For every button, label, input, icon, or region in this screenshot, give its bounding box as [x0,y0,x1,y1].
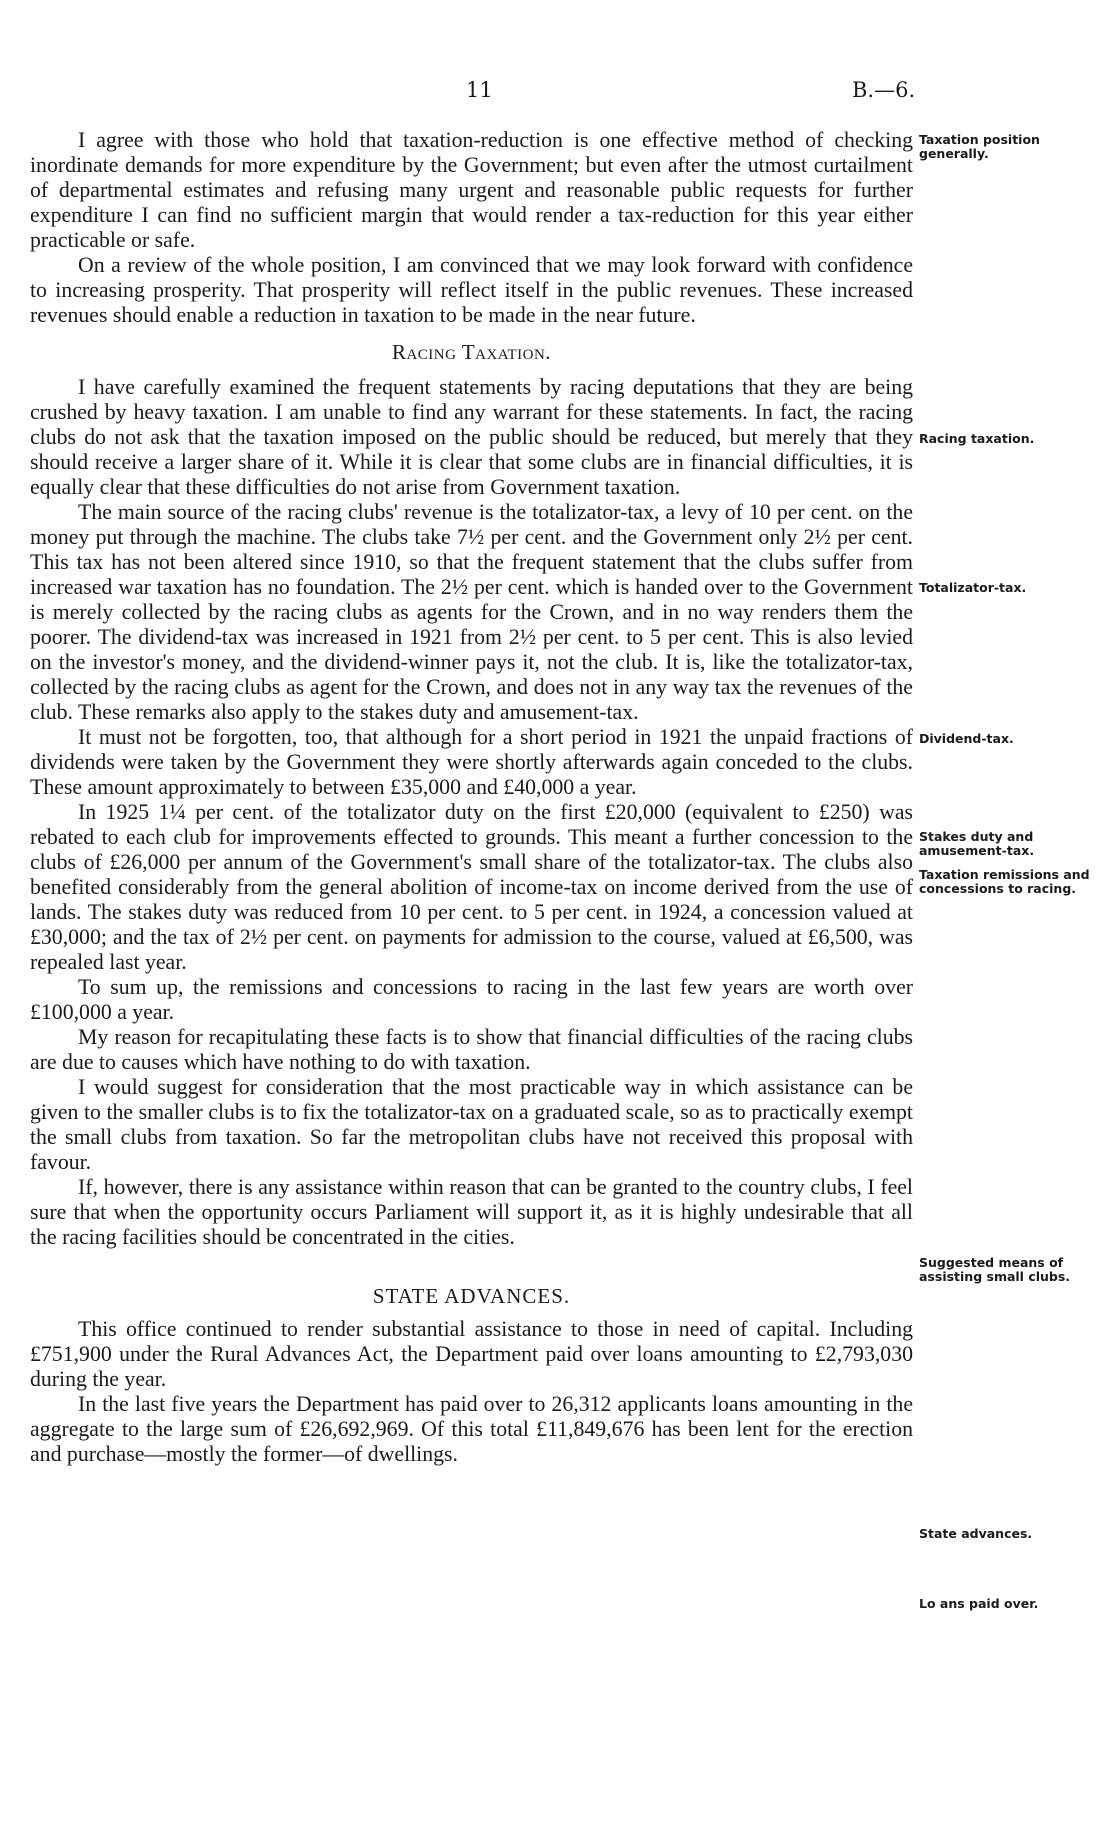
paragraph: The main source of the racing clubs' revenue is the totalizator-tax, a levy of 10 per cent. on the money put through the machine. The clubs take 7½ per cent. and the Government only 2½ per cent. This tax has not been altered since 1910, so that the frequent statement that the clubs suffer from increased war taxation has no foundation. The 2½ per cent. which is handed over to the Government is merely collected by the racing clubs as agents for the Crown, and in no way renders them the poorer. The dividend-tax was increased in 1921 from 2½ per cent. to 5 per cent. This is also levied on the investor's money, and the dividend-winner pays it, not the club. It is, like the totalizator-tax, collected by the racing clubs as agent for the Crown, and does not in any way tax the revenues of the club. These remarks also apply to the stakes duty and amusement-tax. [30,500,913,724]
section-heading-state-advances: STATE ADVANCES. [372,1284,571,1308]
paragraph: It must not be forgotten, too, that although for a short period in 1921 the unpaid fractions of dividends were taken by the Government they were shortly afterwards again conceded to the clubs. These amount approximately to between £35,000 and £40,000 a year. [30,725,913,799]
main-text [30,128,913,1467]
paragraph: If, however, there is any assistance within reason that can be granted to the country clubs, I feel sure that when the opportunity occurs Parliament will support it, as it is highly undesirable that all the racing facilities should be concentrated in the cities. [30,1175,913,1249]
paragraph: My reason for recapitulating these facts is to show that financial difficulties of the racing clubs are due to causes which have nothing to do with taxation. [30,1025,913,1074]
paragraph: I agree with those who hold that taxation-reduction is one effective method of checking inordinate demands for more expenditure by the Government; but even after the utmost curtailment of departmental estimates and refusing many urgent and reasonable public requests for further expenditure I can find no sufficient margin that would render a tax-reduction for this year either practicable or safe. [30,128,913,252]
paragraph: I would suggest for consideration that the most practicable way in which assistance can be given to the smaller clubs is to fix the totalizator-tax on a graduated scale, so as to practically exempt the small clubs from taxation. So far the metropolitan clubs have not received this proposal with favour. [30,1075,913,1174]
page-header [0,78,1114,108]
paragraph: I have carefully examined the frequent statements by racing deputations that they are being crushed by heavy taxation. I am unable to find any warrant for these statements. In fact, the racing clubs do not ask that the taxation imposed on the public should be reduced, but merely that they should receive a larger share of it. While it is clear that some clubs are in financial difficulties, it is equally clear that these difficulties do not arise from Government taxation. [30,375,913,499]
sidenote-stakes-duty: Stakes duty and amusement-tax. [919,829,1035,858]
sidenote-suggested-means: Suggested means of assisting small clubs. [919,1255,1071,1284]
paragraph: To sum up, the remissions and concessions to racing in the last few years are worth over £100,000 a year. [30,975,913,1024]
sidenote-dividend-tax: Dividend-tax. [919,731,1014,746]
sidenote-taxation-position: Taxation position generally. [919,132,1040,161]
paragraph: In 1925 1¼ per cent. of the totalizator duty on the first £20,000 (equivalent to £250) was rebated to each club for improvements effected to grounds. This meant a further concession to the clubs of £26,000 per annum of the Government's small share of the totalizator-tax. The clubs also benefited considerably from the general abolition of income-tax on income derived from the use of lands. The stakes duty was reduced from 10 per cent. to 5 per cent. in 1924, a concession valued at £30,000; and the tax of 2½ per cent. on payments for admission to the course, valued at £6,500, was repealed last year. [30,800,913,974]
sidenote-totalizator-tax: Totalizator-tax. [919,580,1027,595]
document-reference: B.—6. [852,78,916,102]
sidenote-state-advances: State advances. [919,1526,1033,1541]
sidenote-taxation-remissions: Taxation remissions and concessions to racing. [919,867,1090,896]
paragraph: In the last five years the Department has paid over to 26,312 applicants loans amounting in the aggregate to the large sum of £26,692,969. Of this total £11,849,676 has been lent for the erection and purchase—mostly the former—of dwellings. [30,1392,913,1466]
paragraph: This office continued to render substantial assistance to those in need of capital. Including £751,900 under the Rural Advances Act, the Department paid over loans amounting to £2,793,030 during the year. [30,1317,913,1391]
paragraph: On a review of the whole position, I am convinced that we may look forward with confidence to increasing prosperity. That prosperity will reflect itself in the public revenues. These increased revenues should enable a reduction in taxation to be made in the near future. [30,253,913,327]
sidenote-racing-taxation: Racing taxation. [919,431,1035,446]
page-number: 11 [466,78,493,102]
section-heading-racing-taxation: Racing Taxation. [391,340,552,364]
sidenote-loans-paid-over: Lo ans paid over. [919,1596,1039,1611]
